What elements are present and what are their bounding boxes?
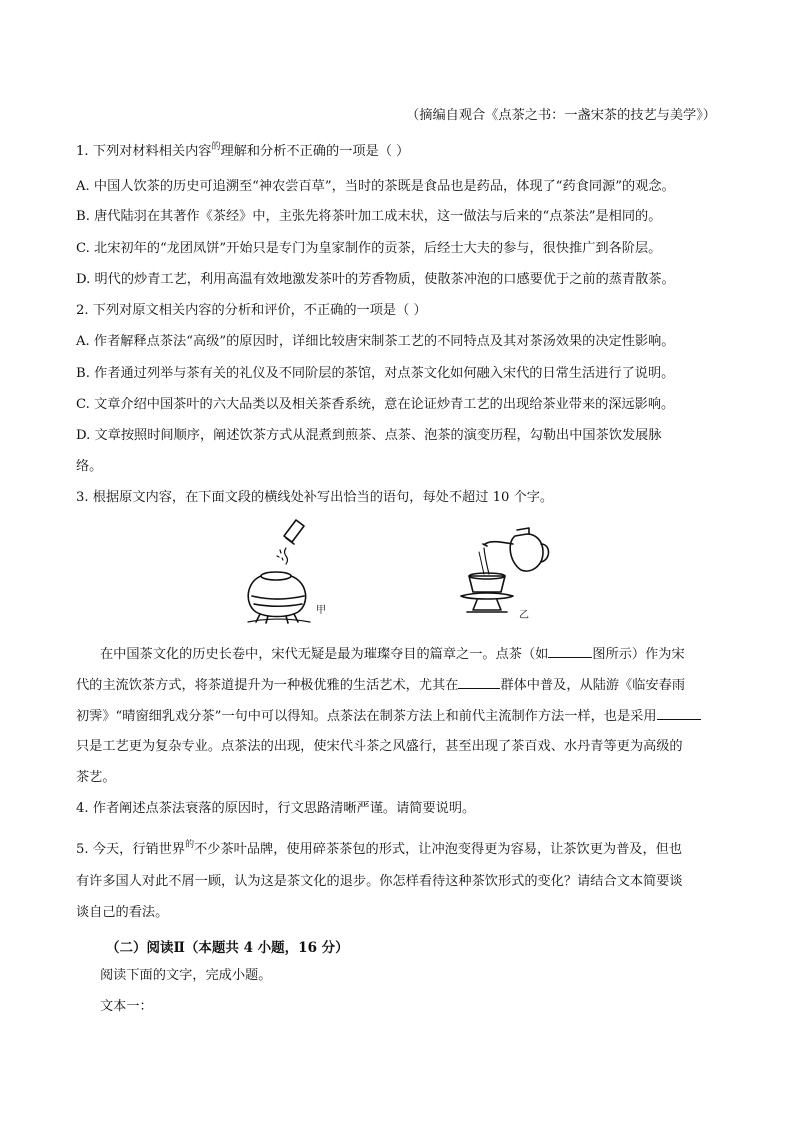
q3-passage-line-1: [100, 645, 685, 664]
q5-text: 5. 今天，行销世界: [76, 842, 186, 857]
question-5-line-3: 谈自己的看法。: [76, 905, 169, 920]
q3-passage-line-3: [76, 707, 701, 726]
answer-blank-2[interactable]: [458, 676, 500, 689]
q3-passage-text: 图所示）作为宋: [592, 647, 685, 662]
answer-blank-3[interactable]: [657, 707, 701, 720]
q5-superscript: 的: [185, 840, 195, 850]
question-3-stem: 3. 根据原文内容，在下面文段的横线处补写出恰当的语句，每处不超过 10 个字。: [76, 490, 554, 505]
source-citation: （摘编自观合《点茶之书：一盏宋茶的技艺与美学》）: [406, 108, 716, 123]
q3-passage-text: 群体中普及，从陆游《临安春雨: [500, 678, 686, 693]
q3-passage-text: 在中国茶文化的历史长卷中，宋代无疑是最为璀璨夺目的篇章之一。点茶（如: [100, 647, 549, 662]
q1-option-b: B. 唐代陆羽在其著作《茶经》中，主张先将茶叶加工成末状，这一做法与后来的“点茶法”是相同的。: [76, 209, 662, 224]
q1-option-a: A. 中国人饮茶的历史可追溯至“神农尝百草”，当时的茶既是食品也是药品，体现了“药食同源”的观念。: [76, 179, 675, 194]
q1-stem-superscript: 的: [211, 142, 221, 152]
q3-passage-line-2: [76, 676, 685, 695]
question-5-line-1: [76, 841, 682, 860]
question-4-stem: 4. 作者阐述点茶法衰落的原因时，行文思路清晰严谨。请简要说明。: [76, 801, 476, 816]
q3-passage-line-5: 茶艺。: [76, 770, 116, 785]
q1-option-d: D. 明代的炒青工艺，利用高温有效地激发茶叶的芳香物质，使散茶冲泡的口感要优于之前的蒸青散茶。: [76, 272, 675, 287]
question-2-stem: 2. 下列对原文相关内容的分析和评价，不正确的一项是（ ）: [76, 303, 427, 318]
q2-option-d-continued: 络。: [76, 459, 103, 474]
q2-option-a: A. 作者解释点茶法“高级”的原因时，详细比较唐宋制茶工艺的不同特点及其对茶汤效果的决定性影响。: [76, 334, 675, 349]
q1-stem-part-a: 1. 下列对材料相关内容: [76, 144, 212, 159]
question-1-stem: [76, 143, 409, 162]
question-5-line-2: 有许多国人对此不屑一顾，认为这是茶文化的退步。你怎样看待这种茶饮形式的变化？请结合文本简要谈: [76, 874, 683, 889]
q2-option-b: B. 作者通过列举与茶有关的礼仪及不同阶层的茶馆，对点茶文化如何融入宋代的日常生活进行了说明。: [76, 366, 675, 381]
q5-text: 不少茶叶品牌，使用碎茶茶包的形式，让冲泡变得更为容易，让茶饮更为普及，但也: [194, 842, 683, 857]
figure-yi-label: 乙: [519, 610, 529, 621]
q2-option-d: D. 文章按照时间顺序，阐述饮茶方式从混煮到煎茶、点茶、泡茶的演变历程，勾勒出中国茶饮发展脉: [76, 428, 662, 443]
text-one-label: 文本一：: [100, 999, 153, 1014]
q2-option-c: C. 文章介绍中国茶叶的六大品类以及相关茶香系统，意在论证炒青工艺的出现给茶业带来的深远影响。: [76, 397, 675, 412]
figure-yi-tea-pour: [455, 522, 555, 630]
answer-blank-1[interactable]: [548, 645, 592, 658]
q1-option-c: C. 北宋初年的“龙团凤饼”开始只是专门为皇家制作的贡茶，后经士大夫的参与，很快推广到各阶层。: [76, 241, 662, 256]
q3-passage-text: 代的主流饮茶方式，将茶道提升为一种极优雅的生活艺术，尤其在: [76, 678, 459, 693]
q3-passage-line-4: 只是工艺更为复杂专业。点茶法的出现，使宋代斗茶之风盛行，甚至出现了茶百戏、水丹青等更为高级的: [76, 739, 683, 754]
section-2-heading: （二）阅读Ⅱ（本题共 4 小题，16 分）: [106, 940, 349, 956]
figure-jia-label: 甲: [316, 605, 326, 616]
section-2-instruction: 阅读下面的文字，完成小题。: [100, 968, 272, 983]
figure-jia-tea-jar: [238, 518, 338, 626]
q3-passage-text: 初霁》“晴窗细乳戏分茶”一句中可以得知。点茶法在制茶方法上和前代主流制作方法一样，也是采用: [76, 709, 657, 724]
q1-stem-part-b: 理解和分析不正确的一项是（ ）: [220, 144, 410, 159]
